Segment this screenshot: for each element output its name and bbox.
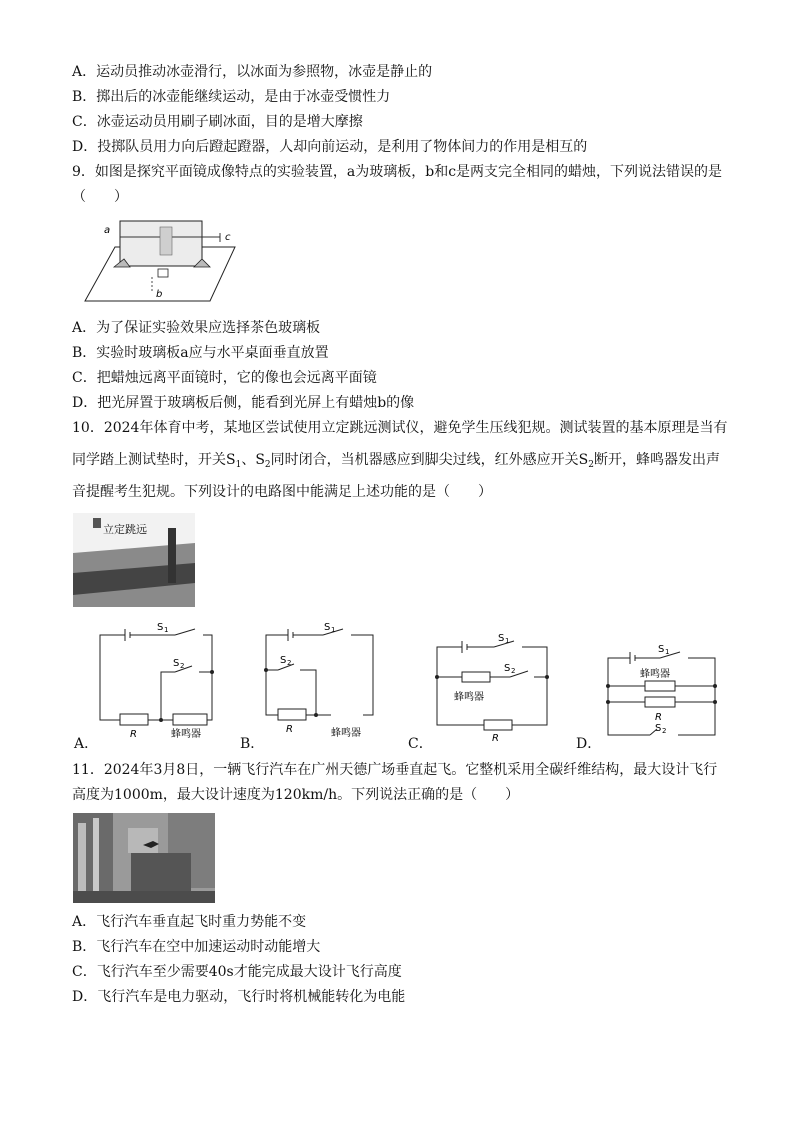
q10-option-letter-c: C． (408, 736, 433, 752)
q9-option-d: D．把光屏置于玻璃板后侧，能看到光屏上有蜡烛b的像 (72, 395, 415, 411)
s1-label: S (498, 633, 505, 644)
s1-sub: 1 (505, 637, 510, 645)
s2-label: S (280, 655, 287, 666)
q11-option-c: C．飞行汽车至少需要40s才能完成最大设计飞行高度 (72, 964, 402, 980)
subscript: 2 (264, 460, 271, 470)
s2-label: S (655, 723, 662, 734)
s1-sub: 1 (331, 626, 336, 634)
q10-option-letter-a: A． (74, 736, 99, 752)
q9-option-b: B．实验时玻璃板a应与水平桌面垂直放置 (72, 345, 329, 361)
q10-text: 同时闭合，当机器感应到脚尖过线，红外感应开关S (270, 452, 589, 468)
s1-sub: 1 (665, 648, 670, 656)
q9-stem: 9．如图是探究平面镜成像特点的实验装置，a为玻璃板，b和c是两支完全相同的蜡烛，下列说法错误的是 (72, 164, 723, 180)
label-c: c (225, 232, 231, 243)
q8-option-a: A．运动员推动冰壶滑行，以冰面为参照物，冰壶是静止的 (72, 64, 433, 80)
q10-stem-line1: 10．2024年体育中考，某地区尝试使用立定跳远测试仪，避免学生压线犯规。测试装置的基本原理是当有 (72, 420, 728, 436)
circuit-b (258, 620, 383, 740)
q9-option-c: C．把蜡烛远离平面镜时，它的像也会远离平面镜 (72, 370, 377, 386)
q9-mirror-figure (70, 215, 240, 305)
q10-option-letter-b: B． (240, 736, 265, 752)
q10-text: 同学踏上测试垫时，开关S (72, 452, 236, 468)
q11-stem-line1: 11．2024年3月8日，一辆飞行汽车在广州天德广场垂直起飞。它整机采用全碳纤维结构，最大设计飞行 (72, 762, 718, 778)
q8-option-c: C．冰壶运动员用刷子刷冰面，目的是增大摩擦 (72, 114, 363, 130)
q9-option-a: A．为了保证实验效果应选择茶色玻璃板 (72, 320, 321, 336)
label-b: b (156, 289, 163, 300)
s2-label: S (173, 658, 180, 669)
resistor-label: R (130, 729, 137, 740)
q8-option-d: D．投掷队员用力向后蹬起蹬器，人却向前运动，是利用了物体间力的作用是相互的 (72, 139, 588, 155)
s1-sub: 1 (164, 626, 169, 634)
circuit-d (600, 640, 725, 740)
circuit-c (432, 625, 557, 745)
q10-stem-line2 (72, 450, 720, 475)
q10-stem-line3: 音提醒考生犯规。下列设计的电路图中能满足上述功能的是（ ） (72, 484, 492, 500)
resistor-label: R (286, 724, 293, 735)
buzzer-label: 蜂鸣器 (640, 669, 670, 680)
subscript: 1 (235, 460, 242, 470)
q10-text: 断开，蜂鸣器发出声 (593, 452, 720, 468)
q10-text: 、S (241, 452, 265, 468)
s2-sub: 2 (511, 667, 516, 675)
q11-option-a: A．飞行汽车垂直起飞时重力势能不变 (72, 914, 307, 930)
label-a: a (104, 225, 111, 236)
q9-blank: （ ） (72, 189, 128, 205)
resistor-label: R (492, 733, 499, 744)
s2-sub: 2 (662, 727, 667, 735)
s1-label: S (658, 644, 665, 655)
buzzer-label: 蜂鸣器 (171, 729, 201, 740)
q8-option-b: B．掷出后的冰壶能继续运动，是由于冰壶受惯性力 (72, 89, 391, 105)
circuit-a (95, 620, 220, 740)
s1-label: S (157, 622, 164, 633)
buzzer-label: 蜂鸣器 (331, 728, 361, 739)
photo-sign-text: 立定跳远 (103, 523, 147, 536)
s2-label: S (504, 663, 511, 674)
q11-stem-line2: 高度为1000m，最大设计速度为120km/h。下列说法正确的是（ ） (72, 787, 520, 803)
buzzer-label: 蜂鸣器 (454, 692, 484, 703)
flying-car-photo (73, 813, 215, 903)
s1-label: S (324, 622, 331, 633)
subscript: 2 (588, 460, 594, 470)
s2-sub: 2 (287, 659, 292, 667)
resistor-label: R (655, 712, 662, 723)
long-jump-photo (73, 513, 195, 607)
q11-option-b: B．飞行汽车在空中加速运动时动能增大 (72, 939, 321, 955)
s2-sub: 2 (180, 662, 185, 670)
q10-option-letter-d: D． (576, 736, 602, 752)
q11-option-d: D．飞行汽车是电力驱动，飞行时将机械能转化为电能 (72, 989, 406, 1005)
